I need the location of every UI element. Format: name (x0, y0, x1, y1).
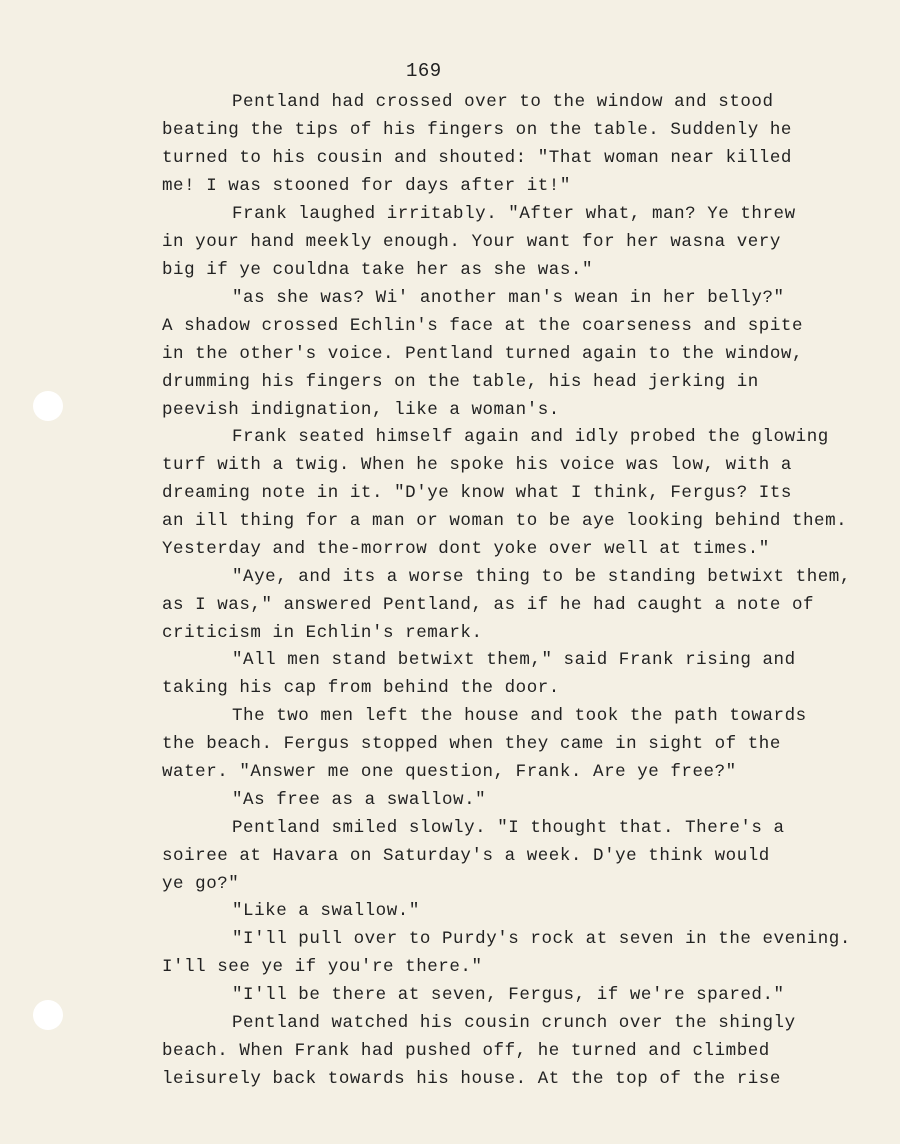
text-line: Pentland had crossed over to the window and stood (232, 92, 774, 112)
text-line: beating the tips of his fingers on the table. Suddenly he (162, 120, 792, 140)
text-line: in the other's voice. Pentland turned again to the window, (162, 344, 803, 364)
text-line: in your hand meekly enough. Your want for her wasna very (162, 232, 781, 252)
text-line: drumming his fingers on the table, his head jerking in (162, 372, 759, 392)
text-line: "as she was? Wi' another man's wean in her belly?" (232, 288, 785, 308)
text-line: "I'll be there at seven, Fergus, if we're spared." (232, 985, 785, 1005)
text-line: beach. When Frank had pushed off, he turned and climbed (162, 1041, 770, 1061)
punch-hole-top (33, 391, 63, 421)
text-line: A shadow crossed Echlin's face at the coarseness and spite (162, 316, 803, 336)
text-line: turf with a twig. When he spoke his voice was low, with a (162, 455, 792, 475)
text-line: "Aye, and its a worse thing to be standing betwixt them, (232, 567, 851, 587)
text-line: me! I was stooned for days after it!" (162, 176, 571, 196)
text-line: soiree at Havara on Saturday's a week. D'ye think would (162, 846, 770, 866)
text-line: Pentland watched his cousin crunch over the shingly (232, 1013, 796, 1033)
text-line: an ill thing for a man or woman to be aye looking behind them. (162, 511, 848, 531)
text-line: "All men stand betwixt them," said Frank rising and (232, 650, 796, 670)
page-number: 169 (406, 60, 442, 82)
text-line: "I'll pull over to Purdy's rock at seven in the evening. (232, 929, 851, 949)
text-line: dreaming note in it. "D'ye know what I think, Fergus? Its (162, 483, 792, 503)
punch-hole-bottom (33, 1000, 63, 1030)
text-line: I'll see ye if you're there." (162, 957, 483, 977)
text-line: Frank laughed irritably. "After what, man? Ye threw (232, 204, 796, 224)
text-line: Pentland smiled slowly. "I thought that. There's a (232, 818, 785, 838)
text-line: The two men left the house and took the path towards (232, 706, 807, 726)
text-line: Yesterday and the-morrow dont yoke over well at times." (162, 539, 770, 559)
text-line: taking his cap from behind the door. (162, 678, 560, 698)
text-line: "Like a swallow." (232, 901, 420, 921)
text-line: Frank seated himself again and idly probed the glowing (232, 427, 829, 447)
text-line: big if ye couldna take her as she was." (162, 260, 594, 280)
text-line: the beach. Fergus stopped when they came in sight of the (162, 734, 781, 754)
text-line: as I was," answered Pentland, as if he had caught a note of (162, 595, 815, 615)
text-line: "As free as a swallow." (232, 790, 487, 810)
text-line: turned to his cousin and shouted: "That woman near killed (162, 148, 792, 168)
text-line: criticism in Echlin's remark. (162, 623, 483, 643)
text-line: ye go?" (162, 874, 240, 894)
text-line: water. "Answer me one question, Frank. Are ye free?" (162, 762, 737, 782)
text-line: peevish indignation, like a woman's. (162, 400, 560, 420)
text-line: leisurely back towards his house. At the top of the rise (162, 1069, 781, 1089)
